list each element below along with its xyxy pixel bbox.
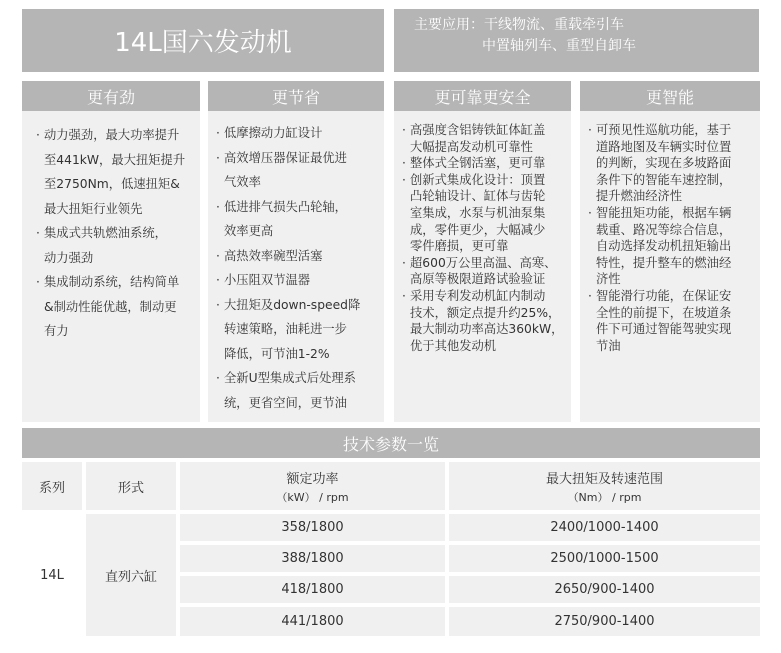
power-cell: 418/1800 (180, 576, 445, 603)
form-cell: 直列六缸 (86, 514, 176, 636)
tech-params-title: 技术参数一览 (22, 428, 760, 458)
feature-item: · 全新U型集成式后处理系 统，更省空间，更节油 (216, 366, 380, 415)
feature-item: · 采用专利发动机缸内制动 技术，额定点提升约25%， 最大制动功率高达360kW， 优于其他发动机 (402, 288, 569, 354)
feature-item: · 低摩擦动力缸设计 (216, 121, 380, 146)
header-max-torque-unit: （Nm） / rpm (567, 490, 642, 504)
feature-heading-power: 更有劲 (22, 81, 200, 111)
feature-item: · 高强度含铝铸铁缸体缸盖 大幅提高发动机可靠性 (402, 122, 569, 155)
series-cell: 14L (22, 514, 82, 636)
feature-item: · 集成制动系统，结构简单 &制动性能优越，制动更 有力 (36, 270, 194, 344)
feature-list-economy (208, 111, 384, 422)
torque-cell: 2750/900-1400 (449, 607, 760, 636)
power-cell: 441/1800 (180, 607, 445, 636)
feature-heading-economy: 更节省 (208, 81, 384, 111)
feature-heading-reliability: 更可靠更安全 (394, 81, 571, 111)
feature-item: · 高热效率碗型活塞 (216, 244, 380, 269)
feature-heading-intelligence: 更智能 (580, 81, 760, 111)
page-title: 14L国六发动机 (22, 9, 384, 72)
applications-banner (394, 9, 759, 72)
feature-item: · 高效增压器保证最优进 气效率 (216, 146, 380, 195)
header-max-torque (449, 462, 760, 510)
feature-item: · 可预见性巡航功能，基于 道路地图及车辆实时位置 的判断，实现在多坡路面 条件下的智能车速控制， 提升燃油经济性 (588, 122, 758, 205)
power-cell: 358/1800 (180, 514, 445, 541)
torque-cell: 2500/1000-1500 (449, 545, 760, 572)
feature-item: · 智能扭矩功能，根据车辆 载重、路况等综合信息， 自动选择发动机扭矩输出 特性，提升整车的燃油经 济性 (588, 205, 758, 288)
feature-item: · 低进排气损失凸轮轴， 效率更高 (216, 195, 380, 244)
feature-item: · 智能滑行功能，在保证安 全性的前提下，在坡道条 件下可通过智能驾驶实现 节油 (588, 288, 758, 354)
header-rated-power (180, 462, 445, 510)
feature-item: · 集成式共轨燃油系统， 动力强劲 (36, 221, 194, 270)
feature-item: · 超600万公里高温、高寒、 高原等极限道路试验验证 (402, 255, 569, 288)
feature-list-power (22, 111, 200, 422)
header-series: 系列 (22, 462, 82, 510)
feature-item: · 动力强劲，最大功率提升 至441kW，最大扭矩提升 至2750Nm，低速扭矩& 最大扭矩行业领先 (36, 123, 194, 221)
feature-list-intelligence (580, 111, 760, 422)
feature-item: · 小压阻双节温器 (216, 268, 380, 293)
applications-line-1: 主要应用：干线物流、重载牵引车 (414, 17, 624, 33)
feature-item: · 整体式全钢活塞，更可靠 (402, 155, 569, 172)
feature-list-reliability (394, 111, 571, 422)
power-cell: 388/1800 (180, 545, 445, 572)
feature-item: · 大扭矩及down-speed降 转速策略，油耗进一步 降低，可节油1-2% (216, 293, 380, 367)
torque-cell: 2650/900-1400 (449, 576, 760, 603)
feature-item: · 创新式集成化设计：顶置 凸轮轴设计、缸体与齿轮 室集成，水泵与机油泵集 成，零件更少，大幅减少 零件磨损，更可靠 (402, 172, 569, 255)
tech-params-table (22, 462, 760, 636)
header-rated-power-unit: （kW） / rpm (276, 490, 349, 504)
applications-line-2: 中置轴列车、重型自卸车 (482, 38, 636, 54)
torque-cell: 2400/1000-1400 (449, 514, 760, 541)
header-max-torque-label: 最大扭矩及转速范围 (545, 471, 663, 487)
header-rated-power-label: 额定功率 (286, 471, 339, 487)
header-form: 形式 (86, 462, 176, 510)
